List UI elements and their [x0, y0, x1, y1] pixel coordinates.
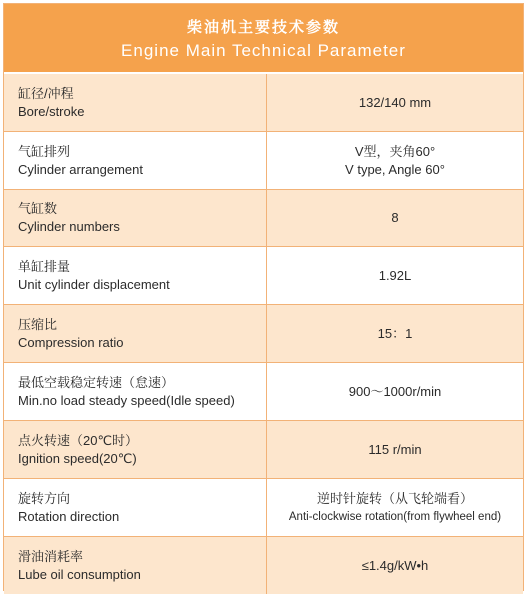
value-text: ≤1.4g/kW•h — [361, 557, 429, 573]
label-cn: 单缸排量 — [18, 258, 71, 274]
label-en: Min.no load steady speed(Idle speed) — [18, 392, 235, 408]
label-cn: 点火转速（20℃时） — [18, 432, 139, 448]
label-en: Ignition speed(20℃) — [18, 450, 137, 466]
row-value — [267, 247, 523, 304]
label-cn: 最低空载稳定转速（怠速） — [18, 374, 175, 390]
row-value — [267, 421, 523, 478]
label-en: Compression ratio — [18, 334, 124, 350]
row-value — [267, 305, 523, 362]
label-cn: 气缸数 — [18, 201, 58, 216]
title-cn: 柴油机主要技术参数 — [186, 18, 340, 36]
value-text: 1.92L — [378, 267, 412, 283]
row-label — [4, 305, 267, 362]
table-row — [4, 305, 523, 363]
table-row — [4, 247, 523, 305]
value-text: V型，夹角60° — [354, 143, 436, 159]
label-en: Unit cylinder displacement — [18, 276, 170, 292]
label-cn: 旋转方向 — [18, 490, 71, 506]
table-row — [4, 479, 523, 537]
value-text: 15：1 — [377, 325, 413, 341]
table-row — [4, 421, 523, 479]
row-value — [267, 74, 523, 131]
value-text: 900～1000r/min — [348, 383, 442, 399]
row-label — [4, 421, 267, 478]
row-value — [267, 537, 523, 594]
table-row — [4, 363, 523, 421]
table-row — [4, 74, 523, 132]
label-cn: 气缸排列 — [18, 143, 71, 159]
label-cn: 压缩比 — [18, 316, 58, 332]
label-cn: 滑油消耗率 — [18, 548, 84, 564]
table-row — [4, 132, 523, 190]
value-text: 8 — [391, 210, 399, 225]
row-label — [4, 537, 267, 594]
row-label — [4, 363, 267, 420]
value-text: 逆时针旋转（从飞轮端看） — [316, 490, 473, 506]
table-header — [4, 4, 523, 74]
value-text: 115 r/min — [368, 441, 422, 457]
label-en: Rotation direction — [18, 508, 120, 524]
label-en: Bore/stroke — [18, 103, 85, 119]
title-en: Engine Main Technical Parameter — [121, 40, 406, 60]
value-text: 132/140 mm — [358, 94, 432, 110]
parameter-table — [3, 3, 524, 591]
value-text-secondary: V type, Angle 60° — [345, 161, 445, 177]
row-value — [267, 190, 523, 246]
label-cn: 缸径/冲程 — [18, 85, 74, 101]
table-row — [4, 537, 523, 594]
row-label — [4, 132, 267, 189]
row-value — [267, 363, 523, 420]
label-en: Cylinder arrangement — [18, 161, 144, 177]
table-row — [4, 190, 523, 247]
label-en: Cylinder numbers — [18, 219, 120, 234]
row-label — [4, 74, 267, 131]
row-label — [4, 247, 267, 304]
label-en: Lube oil consumption — [18, 566, 141, 582]
row-label — [4, 190, 267, 246]
row-value — [267, 479, 523, 536]
value-text-secondary: Anti-clockwise rotation(from flywheel end) — [288, 510, 502, 523]
row-value — [267, 132, 523, 189]
row-label — [4, 479, 267, 536]
